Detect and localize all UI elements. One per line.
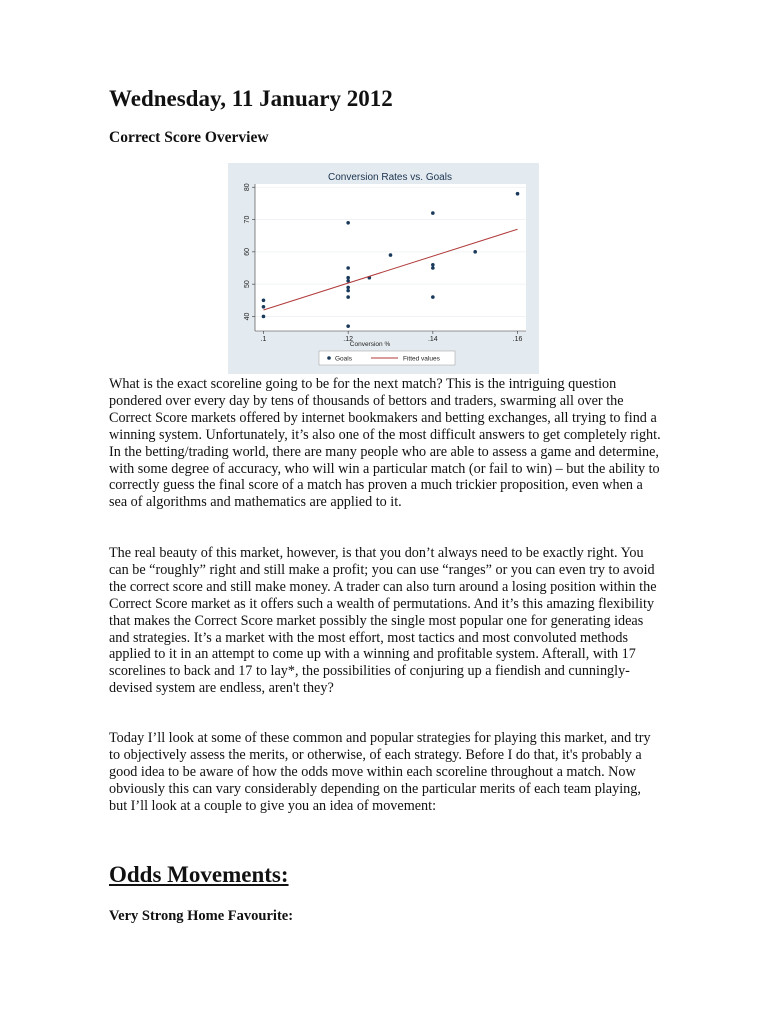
sub-heading-home-favourite: Very Strong Home Favourite: xyxy=(109,908,294,924)
y-tick-label: 70 xyxy=(244,215,251,224)
data-point xyxy=(346,286,350,290)
data-point xyxy=(473,250,477,254)
chart-title: Conversion Rates vs. Goals xyxy=(328,172,452,183)
x-tick-label: .12 xyxy=(343,336,354,343)
data-point xyxy=(431,295,435,299)
data-point xyxy=(346,221,350,225)
data-point xyxy=(346,289,350,293)
data-point xyxy=(346,276,350,280)
chart-svg xyxy=(228,163,539,374)
section-heading-odds-movements: Odds Movements: xyxy=(109,862,289,887)
post-date: Wednesday, 11 January 2012 xyxy=(109,86,393,111)
data-point xyxy=(431,263,435,267)
y-tick-label: 60 xyxy=(244,247,251,256)
chart-legend xyxy=(319,351,455,365)
data-point xyxy=(262,315,266,319)
paragraph-3: Today I’ll look at some of these common and popular strategies for playing this market, and try to objectively assess the merits, or otherwise, of each strategy. Before I do that, it's probably a good idea to be aware of how the odds move within each scoreline throughout a match. Now obviously this can vary considerably depending on the particular merits of each team playing, but I’ll look at a couple to give you an idea of movement: xyxy=(109,730,651,814)
x-tick-label: .1 xyxy=(260,336,267,343)
paragraph-2: The real beauty of this market, however, is that you don’t always need to be exactly right. You can be “roughly” right and still make a profit; you can use “ranges” or you can even try to avoid the correct score and still make money. A trader can also turn around a losing position within the Correct Score market as it offers such a wealth of permutations. And it’s this amazing flexibility that makes the Correct Score market possibly the single most popular one for generating ideas and strategies. It’s a market with the most effort, most tactics and most convoluted methods applied to it in an attempt to come up with a winning and profitable system. Afterall, with 17 scorelines to back and 17 to lay*, the possibilities of conjuring up a fiendish and cunningly-devised system are endless, aren't they? xyxy=(109,545,657,697)
scatter-chart xyxy=(228,163,539,374)
legend-goals-label: Goals xyxy=(335,355,352,363)
y-tick-label: 80 xyxy=(244,183,251,192)
data-point xyxy=(431,266,435,270)
post-title[interactable]: Correct Score Overview xyxy=(109,129,269,146)
x-axis-label: Conversion % xyxy=(349,341,391,348)
x-tick-label: .14 xyxy=(427,336,438,343)
data-point xyxy=(346,324,350,328)
data-point xyxy=(516,192,520,196)
legend-fitted-label: Fitted values xyxy=(403,355,440,363)
y-tick-label: 40 xyxy=(244,312,251,321)
y-tick-label: 50 xyxy=(244,280,251,289)
legend-goals-marker xyxy=(327,356,331,360)
x-tick-label: .16 xyxy=(512,336,523,343)
data-point xyxy=(346,266,350,270)
data-point xyxy=(346,295,350,299)
data-point xyxy=(262,299,266,303)
data-point xyxy=(389,253,393,257)
data-point xyxy=(431,211,435,215)
plot-area xyxy=(255,184,526,331)
paragraph-1: What is the exact scoreline going to be for the next match? This is the intriguing question pondered over every day by tens of thousands of bettors and traders, swarming all over the Correct Score markets offered by internet bookmakers and betting exchanges, all trying to find a winning system. Unfortunately, it’s also one of the most difficult answers to get completely right. In the betting/trading world, there are many people who are able to assess a game and determine, with some degree of accuracy, who will win a particular match (or fail to win) – but the ability to correctly guess the final score of a match has proven a much trickier proposition, even when a sea of algorithms and mathematics are applied to it. xyxy=(109,376,661,511)
data-point xyxy=(262,305,266,309)
